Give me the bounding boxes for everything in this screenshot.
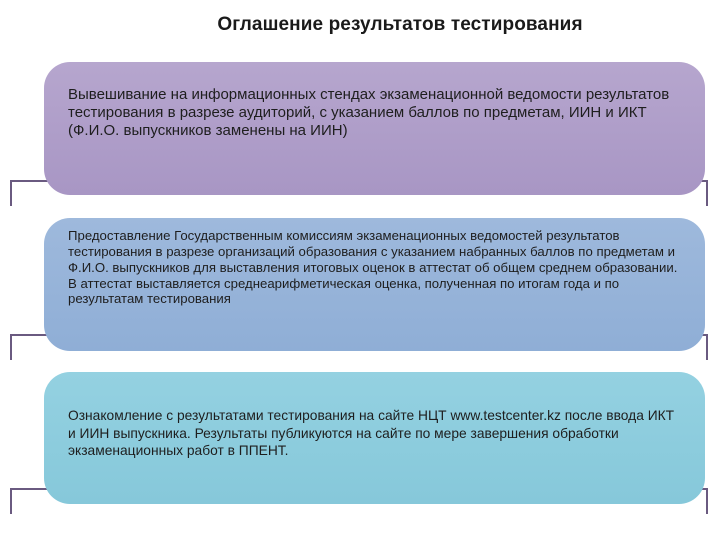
page-title: Оглашение результатов тестирования: [217, 14, 583, 35]
step-text-3: Ознакомление с результатами тестирования на сайте НЦТ www.testcenter.kz после ввода ИКТ и ИИН выпускника. Результаты публикуются на сайте по мере завершения обработки экзаменационных работ в ППЕНТ.: [68, 408, 675, 459]
step-card-3: [44, 372, 705, 504]
step-text-1: Вывешивание на информационных стендах экзаменационной ведомости результатов тестирования в разрезе аудиторий, с указанием баллов по предметам, ИИН и ИКТ (Ф.И.О. выпускников заменены на ИИН): [68, 86, 670, 139]
step-card-2: [44, 218, 705, 351]
step-card-1: [44, 62, 705, 195]
step-text-2: Предоставление Государственным комиссиям экзаменационных ведомостей результатов тестирования в разрезе организаций образования с указанием набранных баллов по предметам и Ф.И.О. выпускников для выставления итоговых оценок в аттестат об общем среднем образовании. В аттестат выставляется среднеарифметическая оценка, полученная по итогам года и по результатам тестирования: [68, 228, 678, 307]
